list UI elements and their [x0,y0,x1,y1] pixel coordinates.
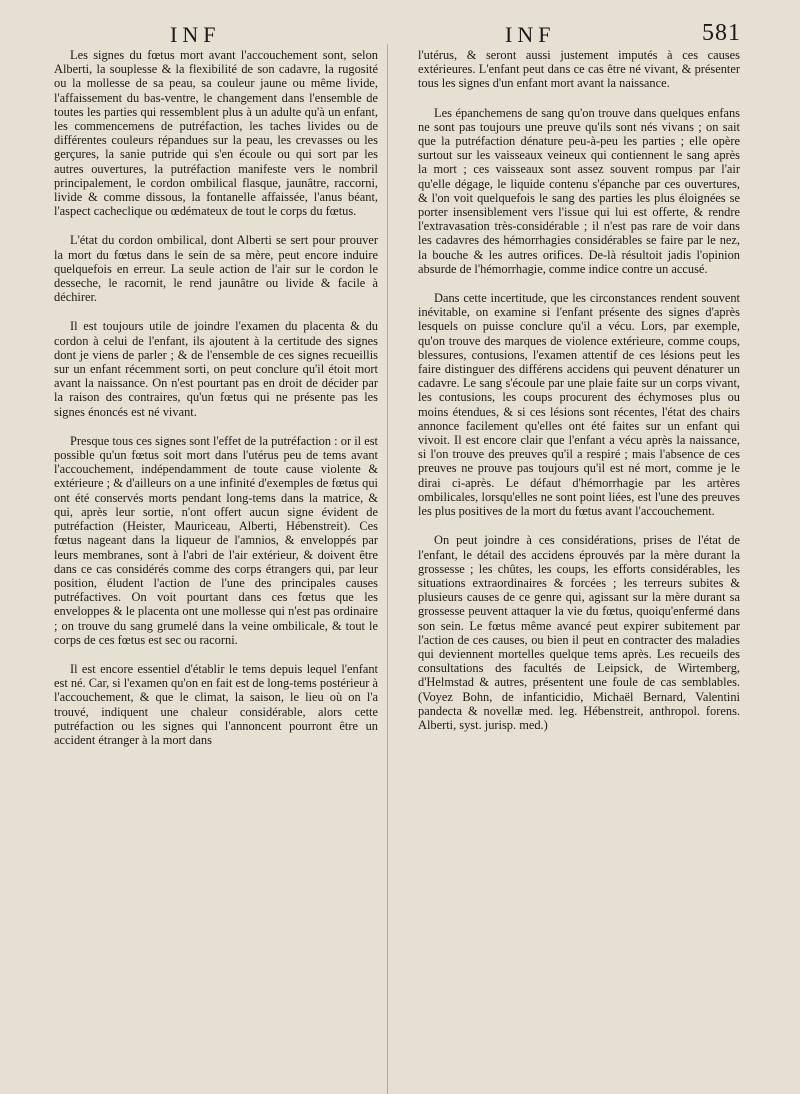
paragraph: Il est encore essentiel d'établir le tems depuis lequel l'enfant est né. Car, si l'examen qu'on en fait est de long-tems postérieur à l'accouchement, & que le climat, la saison, le lieu où on l'a trouvé, indiquent une chaleur considérable, alors cette putréfaction ou les signes qui l'annoncent pourront être un accident étranger à la mort dans [54,661,378,747]
paragraph: On peut joindre à ces considérations, prises de l'état de l'enfant, le détail des accidens éprouvés par la mère durant la grossesse ; les chûtes, les coups, les efforts considérables, les situations extraordinaires & forcées ; les terreurs subites & plusieurs causes de ce genre qui, agissant sur la mère durant sa grossesse peuvent attaquer la vie du fœtus, quoiqu'enfermé dans son sein. Le fœtus même avancé peut expirer subitement par l'action de ces causes, ou bien il peut en contracter des maladies qui deviennent mortelles quelque tems après. Les recueils des consultations des facultés de Leipsick, de Wirtemberg, d'Helmstad & autres, présentent une foule de cas semblables. (Voyez Bohn, de infanticidio, Michaël Bernard, Valentini pandecta & novellæ med. leg. Hébenstreit, anthropol. forens. Alberti, syst. jurisp. med.) [418,533,740,732]
paragraph: Dans cette incertitude, que les circonstances rendent souvent inévitable, on examine si l'enfant présente des signes d'après lesquels on puisse conclure qu'il a vécu. Lors, par exemple, qu'on trouve des marques de violence extérieure, comme coups, blessures, contusions, l'examen attentif de ces lésions peut les faire distinguer des différens accidens qui peuvent dénaturer un cadavre. Le sang s'écoule par une plaie faite sur un corps vivant, les contusions, les coups procurent des échymoses plus ou moins étendues, & si ces lésions sont récentes, l'état des chairs annonce facilement qu'elles ont été faites sur un enfant qui vivoit. Il est encore clair que l'enfant a vécu après la naissance, si l'on trouve des preuves qu'il a respiré ; mais l'absence de ces preuves ne prouve pas toujours qu'il est né mort, comme je le dirai ci-après. Le défaut d'hémorrhagie par les artères ombilicales, lorsqu'elles ne sont point liées, est l'une des preuves les plus positives de la mort du fœtus avant l'accouchement. [418,291,740,519]
paragraph: Presque tous ces signes sont l'effet de la putréfaction : or il est possible qu'un fœtus soit mort dans l'utérus peu de tems avant l'accouchement, indépendamment de toute cause violente & extérieure ; & d'ailleurs on a une infinité d'exemples de fœtus qui ont été conservés morts pendant long-tems dans la matrice, & qui, après leur sortie, n'ont offert aucun signe évident de putréfaction (Heister, Mauriceau, Alberti, Hébenstreit). Ces fœtus nageant dans la liqueur de l'amnios, & enveloppés par leurs membranes, sont à l'abri de l'air extérieur, & doivent être dans ce cas considérés comme des corps étrangers qui, par leur position, éludent l'action de l'une des principales causes putréfactives. On voit pourtant dans ces fœtus que les enveloppes & le placenta ont une mollesse qui n'est pas ordinaire ; on trouve du sang grumelé dans la veine ombilicale, & tout le corps de ces fœtus est sec ou racorni. [54,433,378,647]
running-head-left: INF [170,22,221,47]
right-column [418,48,740,732]
running-head-right: INF [505,22,556,47]
paragraph: Les épanchemens de sang qu'on trouve dans quelques enfans ne sont pas toujours une preuve qu'ils sont nés vivans ; on sait que la putréfaction dénature peu-à-peu les parties ; elle opère surtout sur les vaisseaux veineux qui contiennent le sang après la mort ; ces vaisseaux sont assez souvent rompus par l'air qu'elle dégage, le liquide contenu s'épanche par ces ouvertures, & l'on voit quelquefois le sang des parties les plus éloignées se porter insensiblement vers l'issue qui lui est offerte, & rendre l'extravasation très-considérable ; il n'est pas rare de voir dans les cadavres des hémorrhagies considérables se faire par le nez, la bouche & les autres orifices. De-là résultoit jadis l'opinion absurde de l'hémorrhagie, comme indice contre un accusé. [418,105,740,276]
page-number: 581 [702,20,741,46]
paragraph: L'état du cordon ombilical, dont Alberti se sert pour prouver la mort du fœtus dans le sein de sa mère, peut encore induire quelquefois en erreur. La seule action de l'air sur le cordon le desseche, le racornit, le rend jaunâtre ou livide & facile à déchirer. [54,233,378,305]
left-column [54,48,378,747]
column-rule [387,44,388,1094]
paragraph: Les signes du fœtus mort avant l'accouchement sont, selon Alberti, la souplesse & la flexibilité de son cadavre, la rugosité ou la mollesse de sa peau, sa couleur jaune ou même livide, l'affaissement du bas-ventre, le changement dans l'ensemble de toutes les parties qui ressemblent plus à un adulte qu'à un enfant, les commencemens de putréfaction, les taches livides ou de différentes couleurs répandues sur la peau, les crevasses ou les gerçures, la sanie putride qui s'en écoule ou qui sort par les autres ouvertures, la putréfaction manifeste vers le nombril principalement, le cordon ombilical flasque, jaunâtre, raccorni, livide & comme dissous, la fontanelle affaissée, l'anus béant, l'aspect cacheclique ou œdémateux de tout le corps du fœtus. [54,48,378,219]
paragraph-continued: l'utérus, & seront aussi justement imputés à ces causes extérieures. L'enfant peut dans ce cas être né vivant, & présenter tous les signes d'un enfant mort avant la naissance. [418,48,740,91]
paragraph: Il est toujours utile de joindre l'examen du placenta & du cordon à celui de l'enfant, ils ajoutent à la certitude des signes dont je viens de parler ; & de l'ensemble de ces signes recueillis sur un enfant récemment sorti, on peut conclure qu'il étoit mort avant la naissance. On n'est pourtant pas en droit de décider par la raison des contraires, qu'un fœtus qui ne présente pas les signes énoncés est né vivant. [54,319,378,419]
